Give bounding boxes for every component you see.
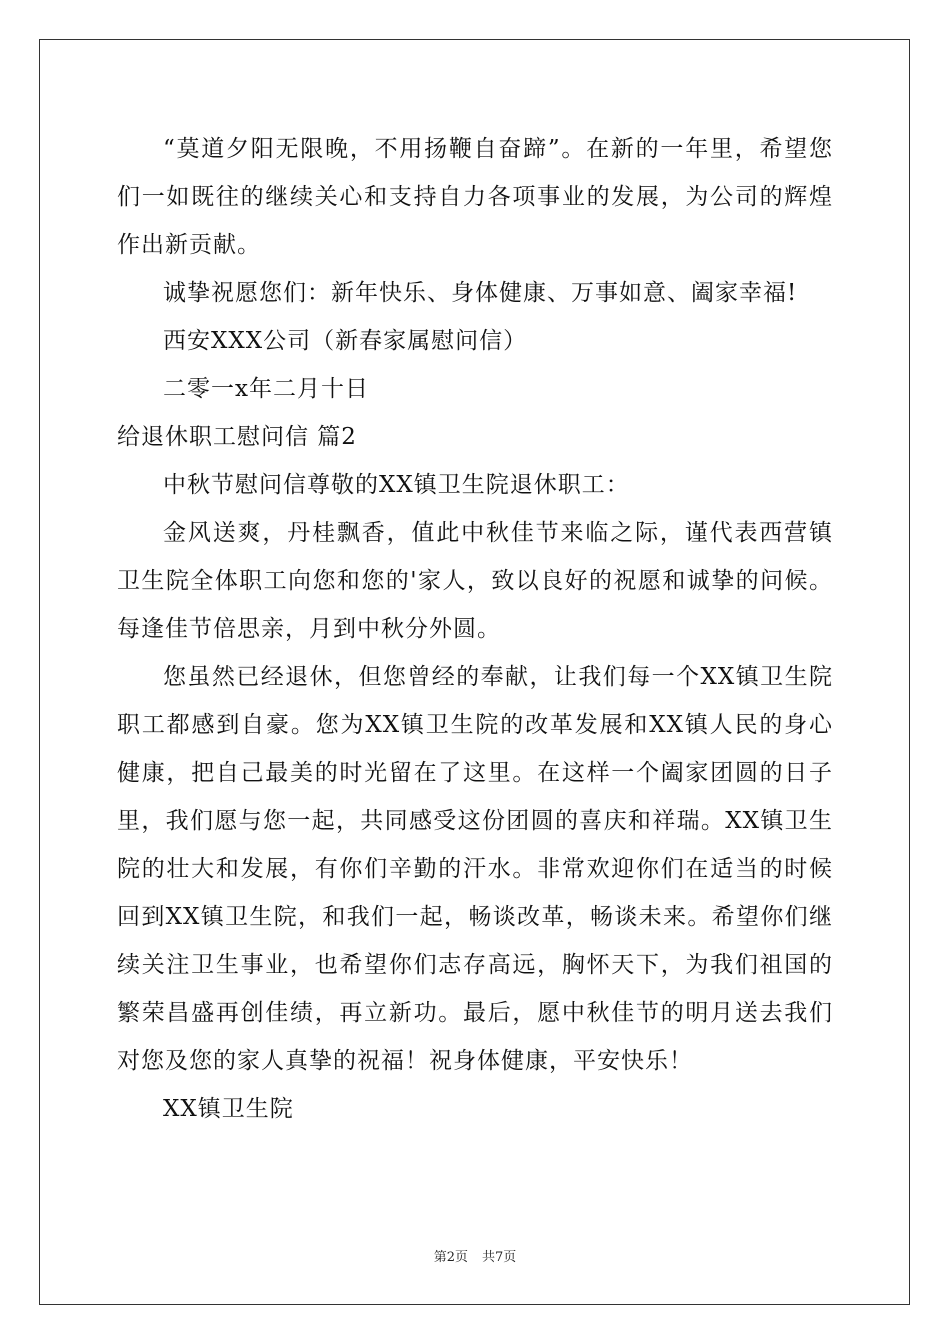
section-heading: 给退休职工慰问信 篇2 [117,424,357,450]
paragraph-date: 二零一x年二月十日 [163,376,369,402]
paragraph-signature-hospital: XX镇卫生院 [163,1096,294,1122]
paragraph-wishes: 诚挚祝愿您们：新年快乐、身体健康、万事如意、阖家幸福! [163,280,798,306]
page-number: 第2页 [433,1250,468,1265]
page-footer [0,1246,950,1265]
paragraph-salutation: 中秋节慰问信尊敬的XX镇卫生院退休职工： [163,472,630,498]
page-total: 共7页 [482,1250,517,1265]
paragraph-poem-quote: “莫道夕阳无限晚，不用扬鞭自奋蹄”。在新的一年里，希望您们一如既往的继续关心和支持自力各项事业的发展，为公司的辉煌作出新贡献。 [117,136,833,258]
document-body [117,125,833,1133]
paragraph-signature-company: 西安XXX公司（新春家属慰问信） [163,328,528,354]
paragraph-greeting: 金风送爽，丹桂飘香，值此中秋佳节来临之际，谨代表西营镇卫生院全体职工向您和您的'家人，致以良好的祝愿和诚挚的问候。每逢佳节倍思亲，月到中秋分外圆。 [117,520,833,642]
paragraph-main-body: 您虽然已经退休，但您曾经的奉献，让我们每一个XX镇卫生院职工都感到自豪。您为XX镇卫生院的改革发展和XX镇人民的身心健康，把自己最美的时光留在了这里。在这样一个阖家团圆的日子里，我们愿与您一起，共同感受这份团圆的喜庆和祥瑞。XX镇卫生院的壮大和发展，有你们辛勤的汗水。非常欢迎你们在适当的时候回到XX镇卫生院，和我们一起，畅谈改革，畅谈未来。希望你们继续关注卫生事业，也希望你们志存高远，胸怀天下，为我们祖国的繁荣昌盛再创佳绩，再立新功。最后，愿中秋佳节的明月送去我们对您及您的家人真挚的祝福！祝身体健康，平安快乐！ [117,664,833,1074]
